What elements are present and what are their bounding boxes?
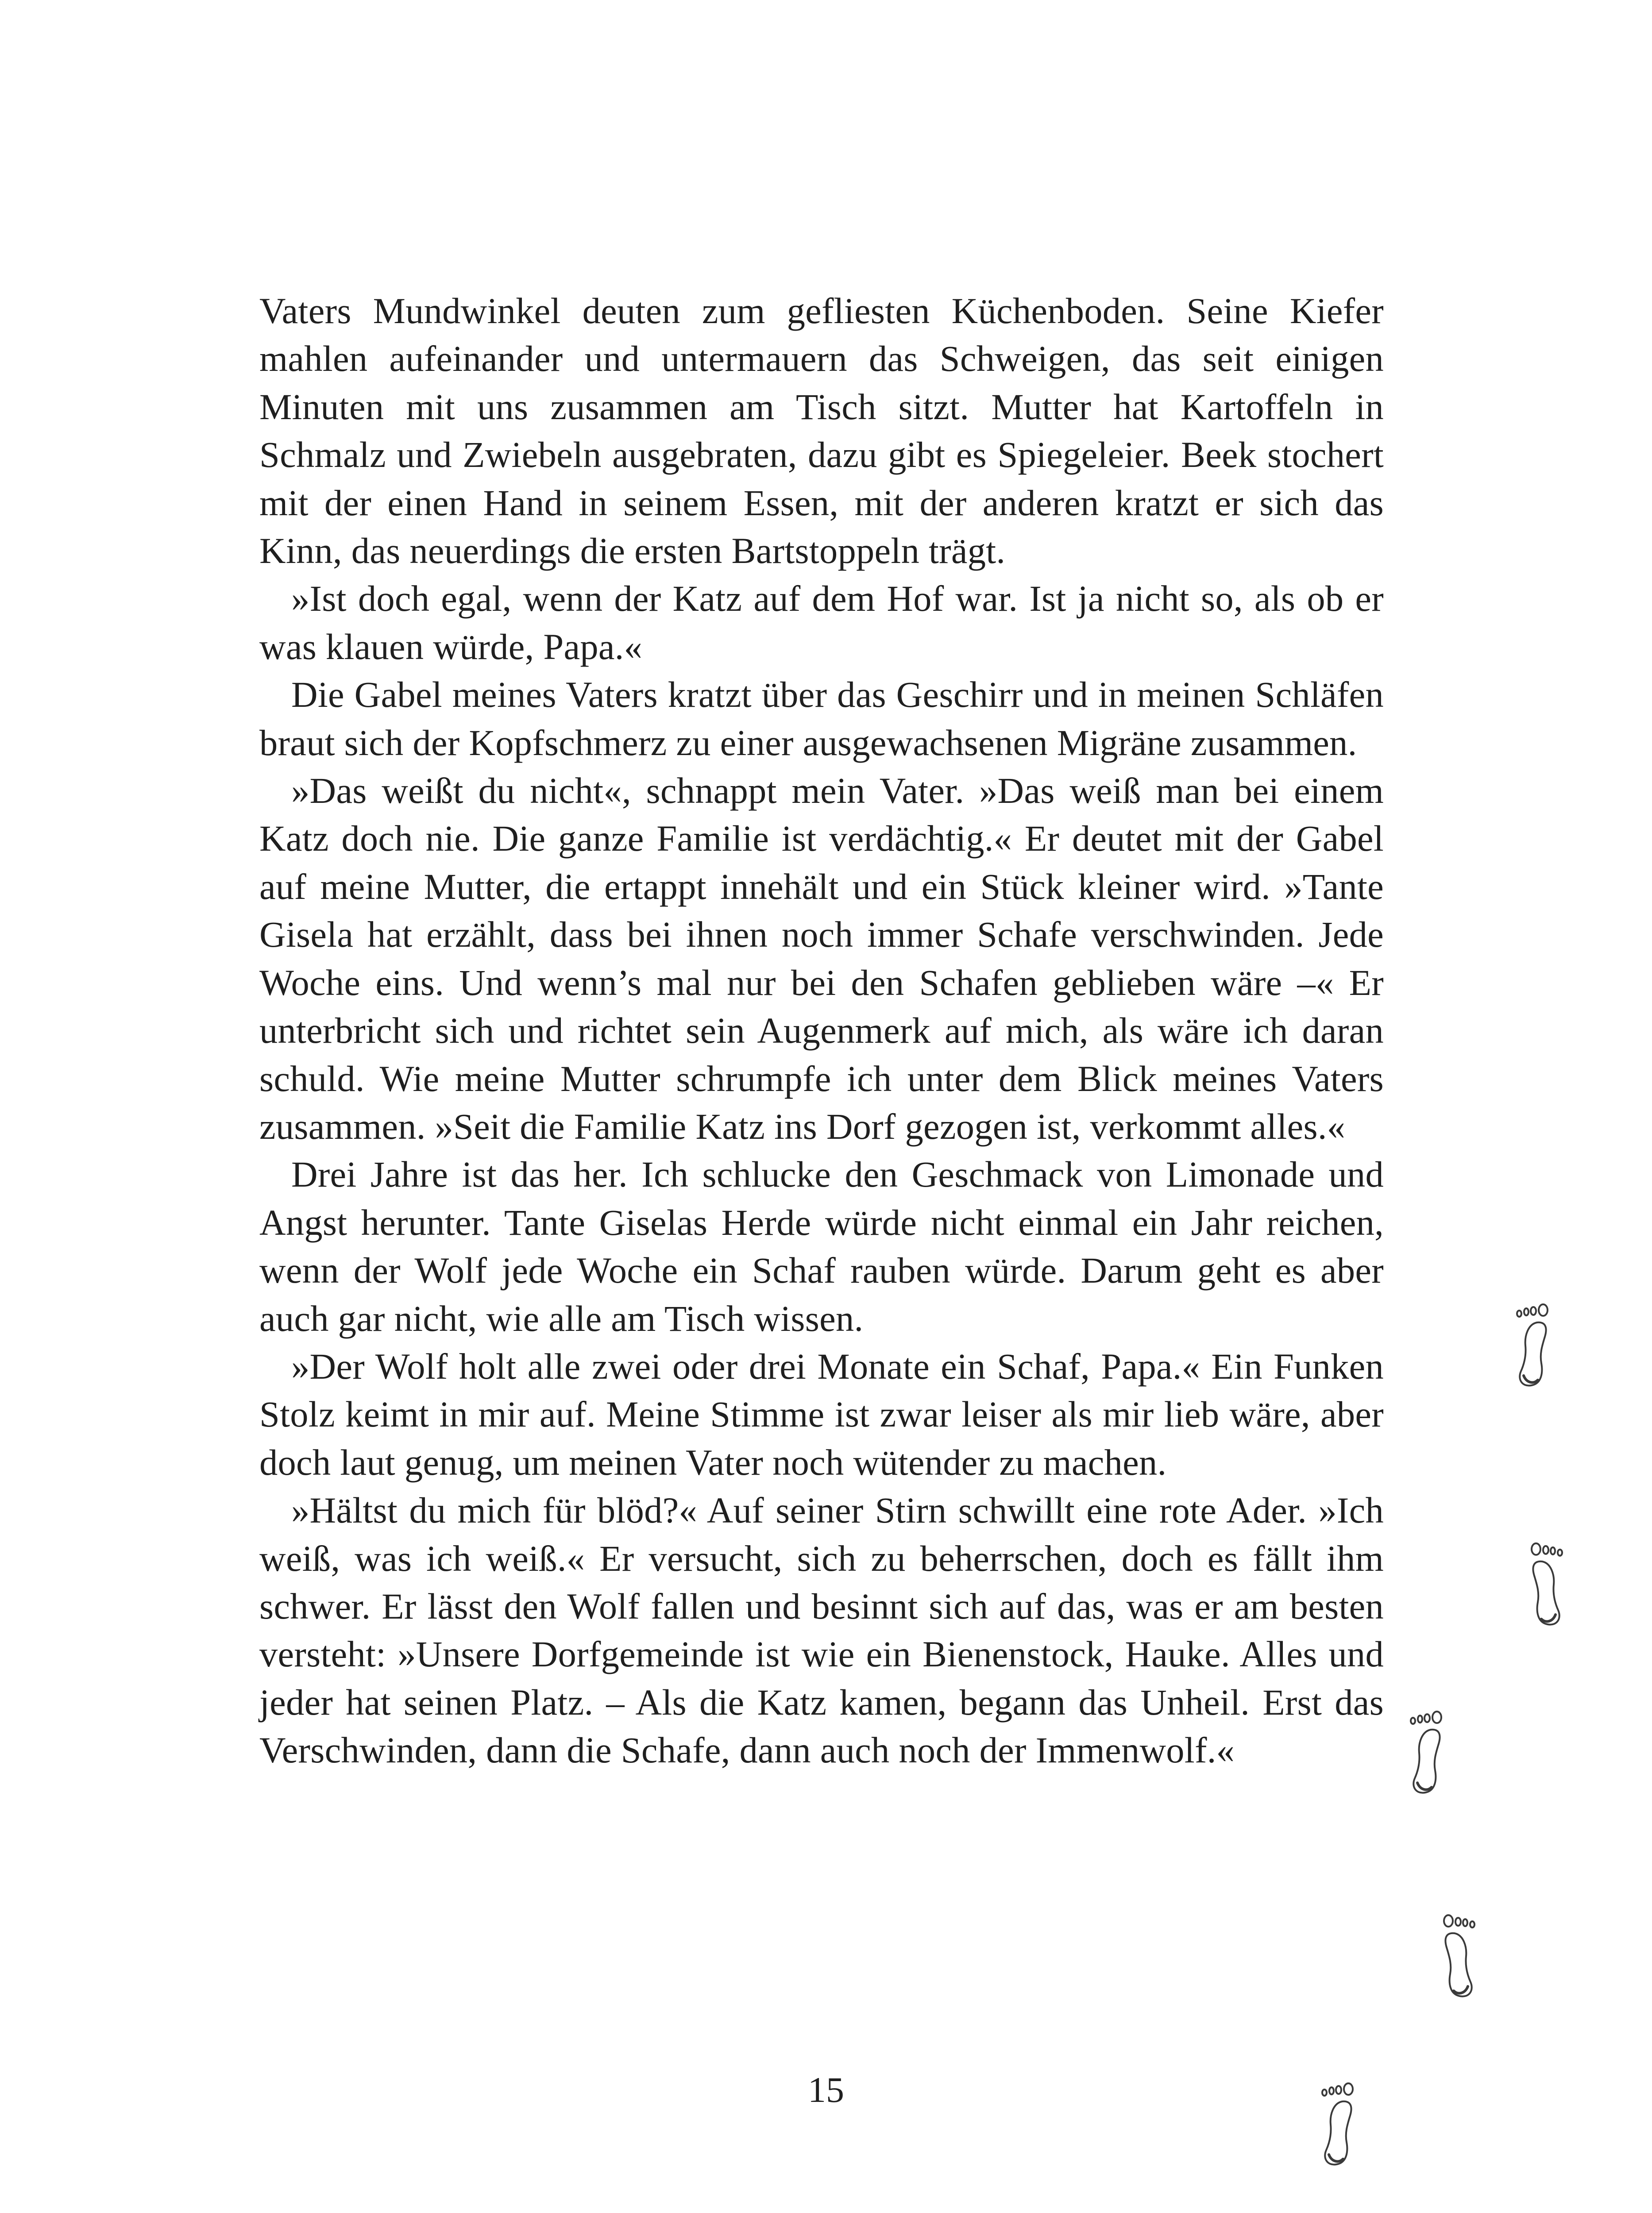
paragraph-3: Die Gabel meines Vaters kratzt über das Geschirr und in meinen Schläfen braut sich der Kopfschmerz zu einer ausgewachsenen Migräne zusammen. bbox=[259, 674, 1384, 763]
footprint-left-icon bbox=[1431, 1912, 1484, 2009]
footprint-right-icon bbox=[1404, 1708, 1457, 1806]
footprint-icon bbox=[1510, 1301, 1563, 1399]
paragraph-5: Drei Jahre ist das her. Ich schlucke den Geschmack von Limonade und Angst herunter. Tante Giselas Herde würde nicht einmal ein Jahr reichen, wenn der Wolf jede Woche ein Schaf rauben würde. Darum geht es aber auch gar nicht, wie alle am Tisch wissen. bbox=[259, 1154, 1384, 1339]
footprint-icon bbox=[1431, 1912, 1484, 2009]
footprint-left-icon bbox=[1518, 1540, 1571, 1638]
paragraph-1: Vaters Mundwinkel deuten zum gefliesten Küchenboden. Seine Kiefer mahlen aufeinander und untermauern das Schweigen, das seit einigen Minuten mit uns zusammen am Tisch sitzt. Mutter hat Kartoffeln in Schmalz und Zwiebeln ausgebraten, dazu gibt es Spiegeleier. Beek stochert mit der einen Hand in seinem Essen, mit der anderen kratzt er sich das Kinn, das neuerdings die ersten Bartstoppeln trägt. bbox=[259, 290, 1384, 571]
page-number: 15 bbox=[808, 2070, 844, 2110]
paragraph-6: »Der Wolf holt alle zwei oder drei Monate ein Schaf, Papa.« Ein Funken Stolz keimt in mir auf. Meine Stimme ist zwar leiser als mir lieb wäre, aber doch laut genug, um meinen Vater noch wütender zu machen. bbox=[259, 1346, 1384, 1483]
footprint-right-icon bbox=[1510, 1301, 1563, 1399]
body-text bbox=[259, 287, 1384, 1774]
paragraph-4: »Das weißt du nicht«, schnappt mein Vater. »Das weiß man bei einem Katz doch nie. Die ganze Familie ist verdächtig.« Er deutet mit der Gabel auf meine Mutter, die ertappt innehält und ein Stück kleiner wird. »Tante Gisela hat erzählt, dass bei ihnen noch immer Schafe verschwinden. Jede Woche eins. Und wenn’s mal nur bei den Schafen geblieben wäre –« Er unterbricht sich und richtet sein Augenmerk auf mich, als wäre ich daran schuld. Wie meine Mutter schrumpfe ich unter dem Blick meines Vaters zusammen. »Seit die Familie Katz ins Dorf gezogen ist, verkommt alles.« bbox=[259, 770, 1384, 1147]
paragraph-7: »Hältst du mich für blöd?« Auf seiner Stirn schwillt eine rote Ader. »Ich weiß, was ich weiß.« Er versucht, sich zu beherrschen, doch es fällt ihm schwer. Er lässt den Wolf fallen und besinnt sich auf das, was er am besten versteht: »Unsere Dorfgemeinde ist wie ein Bienenstock, Hauke. Alles und jeder hat seinen Platz. – Als die Katz kamen, begann das Unheil. Erst das Verschwinden, dann die Schafe, dann auch noch der Immenwolf.« bbox=[259, 1490, 1384, 1771]
footprint-icon bbox=[1316, 2080, 1369, 2178]
footprint-icon bbox=[1404, 1708, 1457, 1806]
footprint-icon bbox=[1518, 1540, 1571, 1638]
footprint-right-icon bbox=[1316, 2080, 1369, 2178]
paragraph-2: »Ist doch egal, wenn der Katz auf dem Hof war. Ist ja nicht so, als ob er was klauen würde, Papa.« bbox=[259, 578, 1384, 667]
